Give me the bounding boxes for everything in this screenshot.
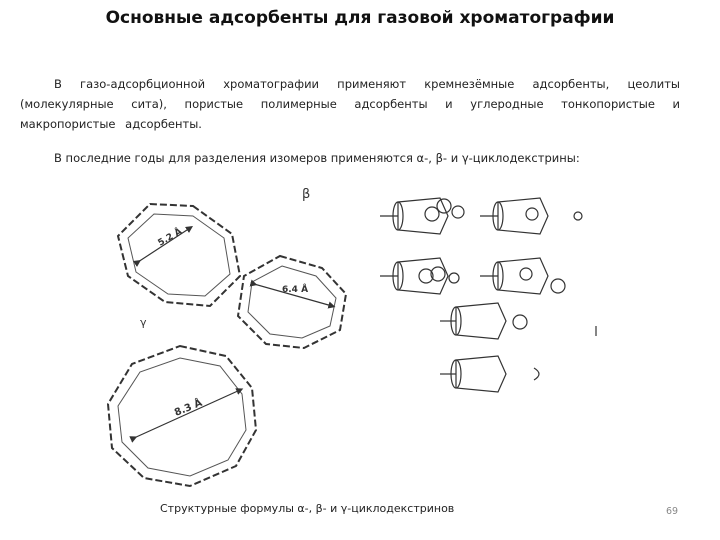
gamma-diameter-label: 8.3 Å — [173, 397, 204, 419]
paragraph-adsorbents: В газо-адсорбционной хроматографии применяют кремнезёмные адсорбенты, цеолиты (молекулярные сита), пористые полимерные адсорбенты и углеродные тонкопористые и макропористые адсорбенты. — [20, 77, 680, 131]
figure-caption: Структурные формулы α-, β- и γ-циклодекстринов — [160, 502, 455, 515]
gamma-cyclodextrin-ring — [108, 316, 256, 486]
paragraph-cyclodextrins: В последние годы для разделения изомеров применяются α-, β- и γ-циклодекстрины: — [54, 151, 580, 165]
alpha-cyclodextrin-ring — [118, 204, 240, 306]
beta-label: β — [302, 187, 311, 202]
slide-title: Основные адсорбенты для газовой хроматографии — [105, 8, 615, 28]
page-number: 69 — [666, 506, 679, 517]
cyclodextrin-drawing — [0, 176, 720, 506]
cyclodextrin-figure — [0, 176, 720, 506]
inclusion-complexes — [380, 198, 596, 392]
beta-diameter-label: 6.4 Å — [282, 285, 309, 295]
beta-cyclodextrin-ring — [238, 187, 346, 348]
gamma-label: γ — [140, 316, 147, 329]
alpha-diameter-label: 5.2 Å — [156, 226, 185, 249]
